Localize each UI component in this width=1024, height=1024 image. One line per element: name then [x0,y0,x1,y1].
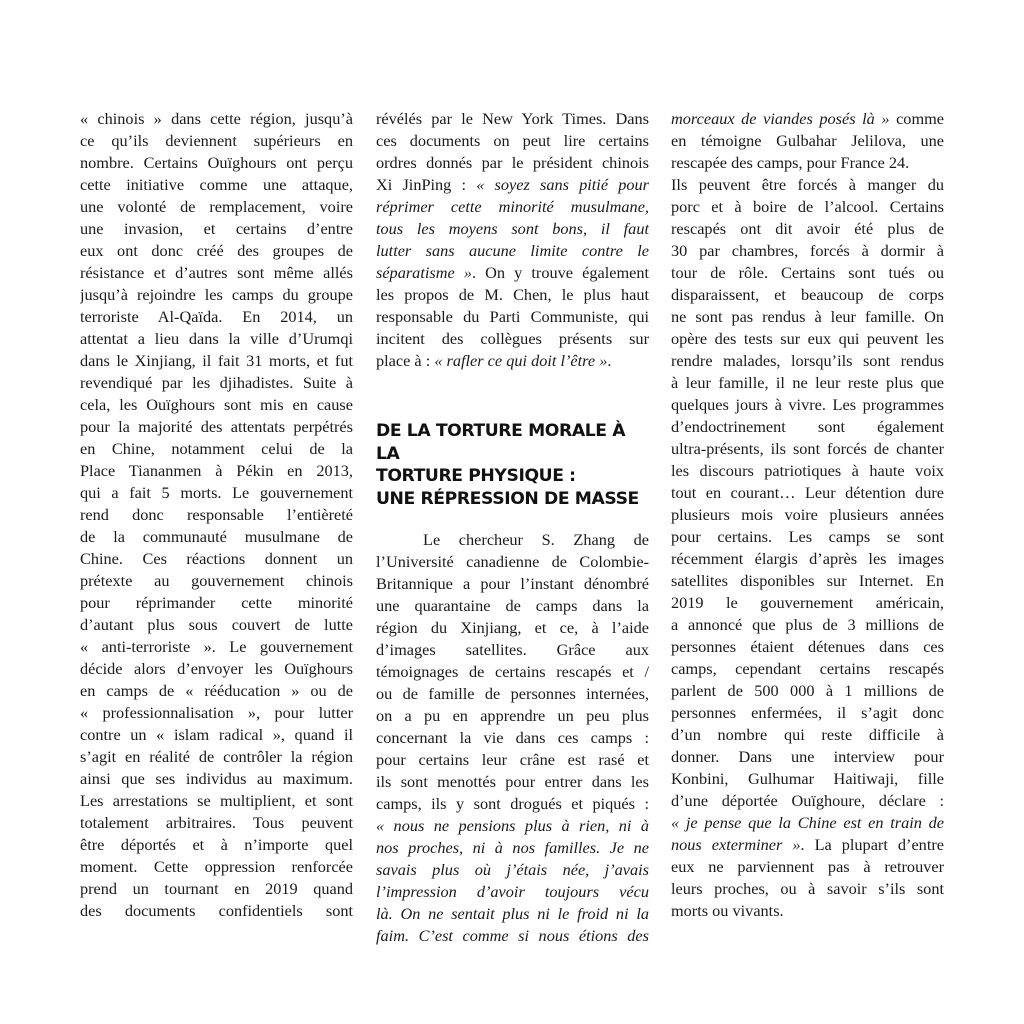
text-line [376,705,649,727]
text-line [80,262,353,284]
text-line [376,925,649,947]
text-run: 30 par chambres, forcés à dormir à [671,241,944,260]
quote-text: lutter sans aucune limite contre le [376,241,649,260]
text-line [80,372,353,394]
text-run: rescapés ont dit avoir été plus de [671,219,944,238]
quote-text: morceaux de viandes posés là » [671,109,890,128]
text-line [80,658,353,680]
text-run: récemment élargis d’après les images [671,549,944,568]
quote-text: réprimer cette minorité musulmane, [376,197,649,216]
text-run: cela, les Ouïghours sont mis en cause [80,395,353,414]
text-run: « professionnalisation », pour lutter [80,703,353,722]
text-run: dans le Xinjiang, il fait 31 morts, et fut [80,351,353,370]
text-run: terroriste Al-Qaïda. En 2014, un [80,307,353,326]
text-run: donner. Dans une interview pour [671,747,944,766]
text-line [671,724,944,746]
text-line [671,658,944,680]
text-run: être déportés et à n’importe quel [80,835,353,854]
text-run: rescapée des camps, pour France 24. [671,153,910,172]
text-run: quelques jours à vivre. Les programmes [671,395,944,414]
text-run: concernant la vie dans ces camps : [376,728,649,747]
text-run: tour de rôle. Certains sont tués ou [671,263,944,282]
text-run: . La plupart d’entre [800,835,944,854]
text-line [671,108,944,130]
text-line [671,262,944,284]
text-line [671,680,944,702]
text-line [671,592,944,614]
text-line [671,438,944,460]
text-run: tout en courant… Leur détention dure [671,483,944,502]
text-line [80,570,353,592]
text-run: personnes enfermées, il s’agit donc [671,703,944,722]
text-run: l’Université canadienne de Colombie- [376,552,649,571]
paragraph-zhang-research [376,529,649,947]
quote-text: là. On ne sentait plus ni le froid ni la [376,904,649,923]
text-line [376,529,649,551]
text-line [671,746,944,768]
text-line [376,595,649,617]
text-run: place à : [376,351,435,370]
text-run: plusieurs mois voire plusieurs années [671,505,944,524]
text-run: les propos de M. Chen, le plus haut [376,285,649,304]
text-line [80,636,353,658]
text-run: révélés par le New York Times. Dans [376,109,649,128]
text-run: eux ne parviennent pas à retrouver [671,857,944,876]
text-run: en Chine, notamment celui de la [80,439,353,458]
text-line [376,262,649,284]
text-line [80,746,353,768]
text-line [80,614,353,636]
text-line [671,526,944,548]
text-line [80,482,353,504]
text-run: opère des tests sur eux qui peuvent les [671,329,944,348]
quote-text: faim. C’est comme si nous étions des [376,926,649,945]
text-line [376,793,649,815]
text-run: Britannique a pour l’instant dénombré [376,574,649,593]
text-run: en témoigne Gulbahar Jelilova, une [671,131,944,150]
text-line [80,438,353,460]
text-line [671,284,944,306]
text-run: les discours patriotiques à haute voix [671,461,944,480]
text-line [80,680,353,702]
text-run: totalement arbitraires. Tous peuvent [80,813,353,832]
text-line [80,878,353,900]
text-line [671,834,944,856]
text-run: une volonté de remplacement, voire [80,197,353,216]
text-run: en camps de « rééducation » ou de [80,681,353,700]
text-run: morts ou vivants. [671,901,784,920]
text-run: contre un « islam radical », quand il [80,725,353,744]
text-line [376,837,649,859]
text-line [80,174,353,196]
text-line [80,856,353,878]
text-run: moment. Cette oppression renforcée [80,857,353,876]
text-line [376,306,649,328]
text-run: Place Tiananmen à Pékin en 2013, [80,461,353,480]
text-line [671,790,944,812]
text-run: nombre. Certains Ouïghours ont perçu [80,153,353,172]
quote-text: nous exterminer » [671,835,801,854]
quote-text: « rafler ce qui doit l’être » [434,351,608,370]
quote-text: « nous ne pensions plus à rien, ni à [376,816,649,835]
text-line [80,548,353,570]
section-heading-line: UNE RÉPRESSION DE MASSE [376,488,639,509]
text-run: ces documents on peut lire certains [376,131,649,150]
text-line [671,856,944,878]
text-line [376,727,649,749]
text-line [376,661,649,683]
text-line [376,551,649,573]
text-line [80,284,353,306]
text-run: d’images satellites. Grâce aux [376,640,649,659]
text-line [376,152,649,174]
text-line [671,218,944,240]
text-run: leurs proches, ou à savoir s’ils sont [671,879,944,898]
text-run: d’un nombre qui reste difficile à [671,725,944,744]
text-run: témoignages de certains rescapés et / [376,662,649,681]
text-line [671,240,944,262]
text-line [376,573,649,595]
text-line [80,592,353,614]
text-line [376,683,649,705]
text-run: . On y trouve également [471,263,649,282]
text-line [376,328,649,350]
text-run: d’endoctrinement sont également [671,417,944,436]
text-line [671,416,944,438]
text-line [80,834,353,856]
text-run: eux ont donc créé des groupes de [80,241,353,260]
text-run: Xi JinPing : [376,175,477,194]
section-heading-line: DE LA TORTURE MORALE À LA [376,421,626,464]
text-run: porc et à boire de l’alcool. Certains [671,197,944,216]
text-run: cette initiative comme une attaque, [80,175,353,194]
text-run: ne sont pas rendus à leur famille. On [671,307,944,326]
text-line [671,460,944,482]
text-run: camps, ils y sont drogués et piqués : [376,794,649,813]
text-line [376,196,649,218]
text-run: d’une déportée Ouïghoure, déclare : [671,791,944,810]
text-line [80,240,353,262]
text-line [80,350,353,372]
text-run: une invasion, et certains d’entre [80,219,353,238]
quote-text: « soyez sans pitié pour [476,175,649,194]
text-line [376,284,649,306]
text-line [80,702,353,724]
text-run: qui a fait 5 morts. Le gouvernement [80,483,353,502]
text-line [376,881,649,903]
text-line [671,768,944,790]
text-line [80,768,353,790]
text-line [80,328,353,350]
text-line [671,570,944,592]
quote-text: tous les moyens sont bons, il faut [376,219,649,238]
text-run: rendre malades, lorsqu’ils sont rendus [671,351,944,370]
text-line [80,394,353,416]
paragraph-new-york-times [376,108,649,372]
text-line [376,130,649,152]
quote-text: « je pense que la Chine est en train de [671,813,944,832]
text-line [671,900,944,922]
text-line [671,130,944,152]
text-line [671,812,944,834]
text-run: « chinois » dans cette région, jusqu’à [80,109,353,128]
text-run: attentat a lieu dans la ville d’Urumqi [80,329,353,348]
text-line [80,416,353,438]
text-run: parlent de 500 000 à 1 millions de [671,681,944,700]
text-run: de la communauté musulmane de [80,527,353,546]
article-column-3 [671,108,944,922]
text-run: ainsi que ses individus au maximum. [80,769,353,788]
section-heading-line: TORTURE PHYSIQUE : [376,466,576,486]
text-line [671,328,944,350]
text-line [376,174,649,196]
text-run: pour la majorité des attentats perpétrés [80,417,353,436]
text-run: Konbini, Gulhumar Haitiwaji, fille [671,769,944,788]
text-line [671,614,944,636]
text-line [80,460,353,482]
article-column-1 [80,108,353,922]
text-run: a annoncé que plus de 3 millions de [671,615,944,634]
text-line [671,372,944,394]
text-run: camps, cependant certains rescapés [671,659,944,678]
text-run: 2019 le gouvernement américain, [671,593,944,612]
quote-text: nos proches, ni à nos familles. Je ne [376,838,649,857]
text-run: pour réprimander cette minorité [80,593,353,612]
text-line [376,617,649,639]
text-line [80,306,353,328]
text-run: jusqu’à rejoindre les camps du groupe [80,285,353,304]
text-run: d’autant plus sous couvert de lutte [80,615,353,634]
text-line [80,790,353,812]
text-line [671,504,944,526]
quote-text: séparatisme » [376,263,472,282]
text-line [376,240,649,262]
text-run: . [607,351,612,370]
text-line [671,350,944,372]
text-line [671,702,944,724]
text-line [671,548,944,570]
text-run: satellites disponibles sur Internet. En [671,571,944,590]
text-run: résistance et d’autres sont même allés [80,263,353,282]
text-line [376,771,649,793]
article-column-2 [376,108,649,947]
quote-text: l’impression d’avoir toujours vécu [376,882,649,901]
text-line [376,108,649,130]
section-heading [376,420,649,510]
text-run: région du Xinjiang, et ce, à l’aide [376,618,649,637]
text-line [671,878,944,900]
text-run: Chine. Ces réactions donnent un [80,549,353,568]
text-line [80,526,353,548]
section-spacer [376,372,649,420]
text-line [671,636,944,658]
text-line [376,749,649,771]
text-run: ordres donnés par le président chinois [376,153,649,172]
text-run: « anti-terroriste ». Le gouvernement [80,637,353,656]
text-run: on a pu en apprendre un peu plus [376,706,649,725]
text-line [376,639,649,661]
text-run: personnes étaient détenues dans ces [671,637,944,656]
text-run: Les arrestations se multiplient, et sont [80,791,353,810]
text-line [671,394,944,416]
text-line [80,196,353,218]
text-line [80,724,353,746]
text-run: ultra-présents, ils sont forcés de chanter [671,439,944,458]
text-line [376,859,649,881]
text-run: incitent des collègues présents sur [376,329,649,348]
text-run: responsable du Parti Communiste, qui [376,307,649,326]
text-line [376,903,649,925]
text-run: ce qu’ils deviennent supérieurs en [80,131,353,150]
text-line [376,218,649,240]
text-line [671,482,944,504]
text-line [80,152,353,174]
text-run: pour certains leur crâne est rasé et [376,750,649,769]
text-line [80,108,353,130]
quote-text: savais plus où j’étais née, j’avais [376,860,649,879]
text-line [80,218,353,240]
text-run: ou de famille de personnes internées, [376,684,649,703]
text-line [376,815,649,837]
text-run: Ils peuvent être forcés à manger du [671,175,944,194]
text-line [671,152,944,174]
text-line [671,196,944,218]
text-line [80,812,353,834]
text-line [80,504,353,526]
text-run: comme [889,109,944,128]
text-run: revendiqué par les djihadistes. Suite à [80,373,353,392]
text-run: pour certains. Les camps se sont [671,527,944,546]
text-run: rend donc responsable l’entièreté [80,505,353,524]
text-line [376,350,649,372]
text-run: ils sont menottés pour entrer dans les [376,772,649,791]
text-run: disparaissent, et beaucoup de corps [671,285,944,304]
text-line [671,174,944,196]
text-run: décide alors d’envoyer les Ouïghours [80,659,353,678]
text-run: des documents confidentiels sont [80,901,353,920]
text-line [80,130,353,152]
text-run: à leur famille, il ne leur reste plus que [671,373,944,392]
text-run: prend un tournant en 2019 quand [80,879,353,898]
text-run: prétexte au gouvernement chinois [80,571,353,590]
text-run: Le chercheur S. Zhang de [423,530,649,549]
text-run: s’agit en réalité de contrôler la région [80,747,353,766]
text-run: une quarantaine de camps dans la [376,596,649,615]
text-line [80,900,353,922]
text-line [671,306,944,328]
